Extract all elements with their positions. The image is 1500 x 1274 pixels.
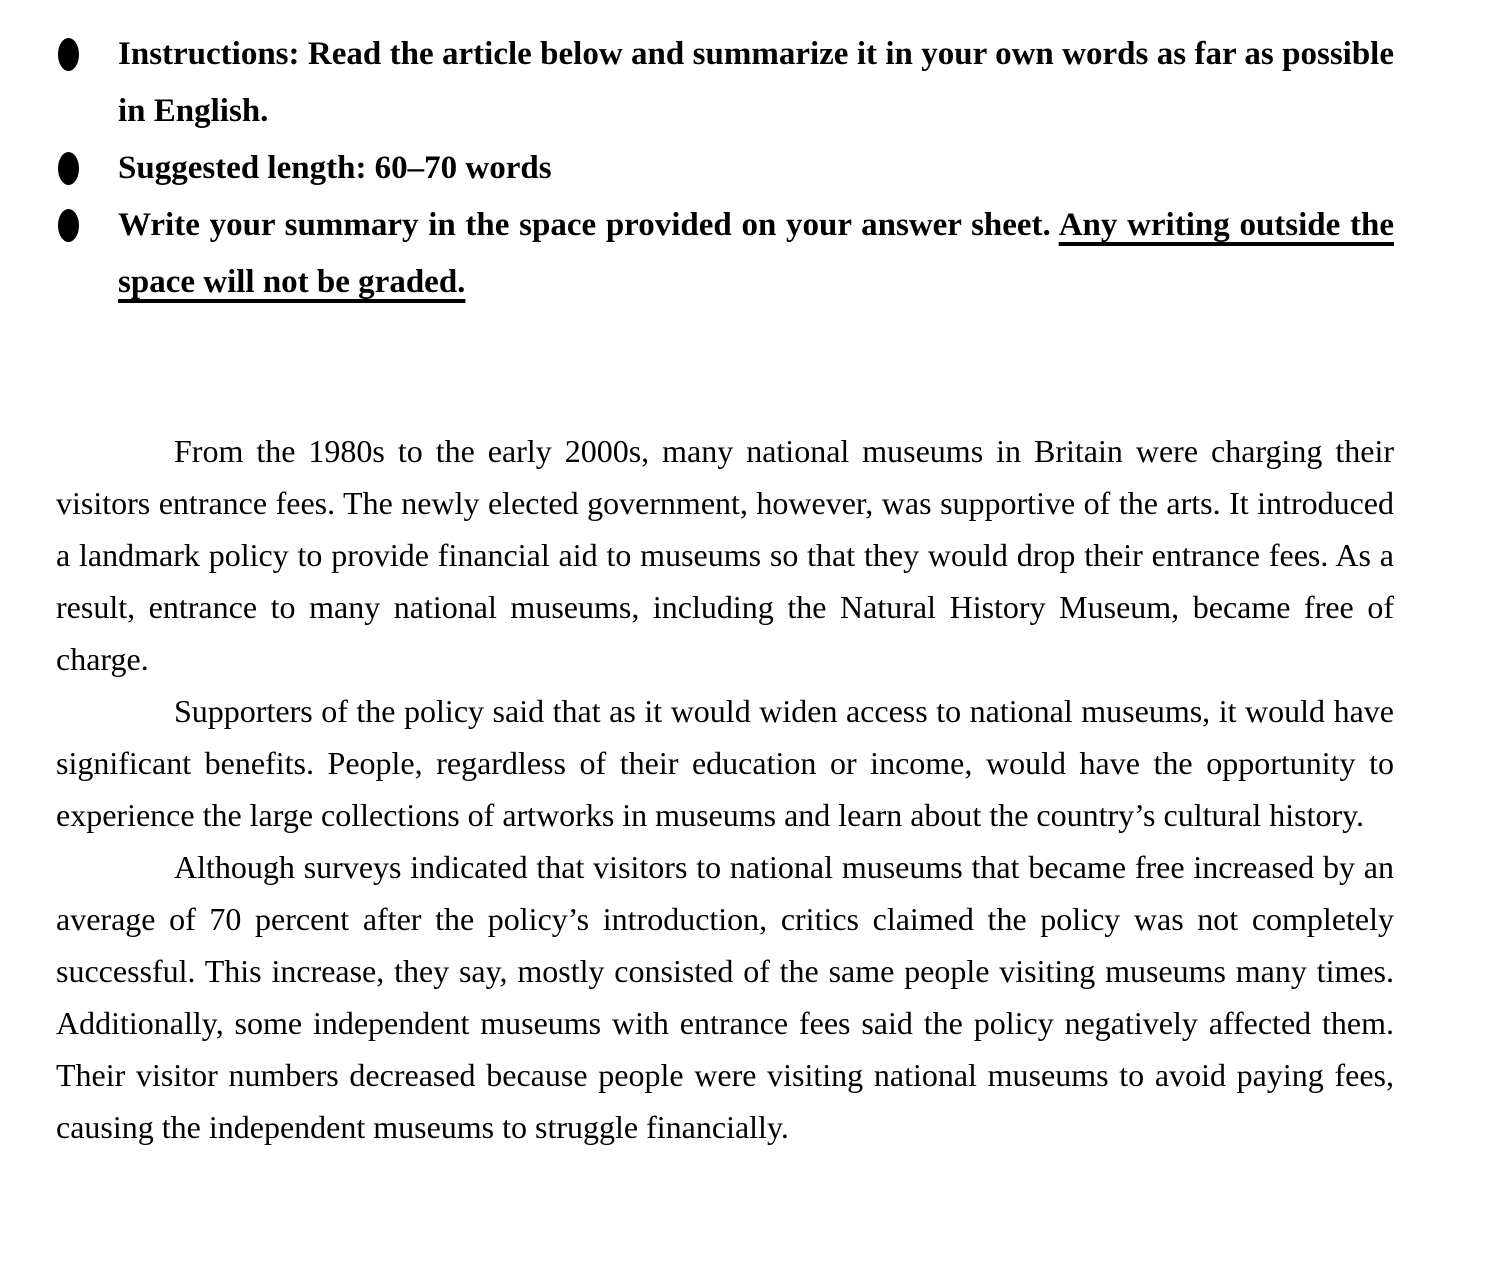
article-paragraph: Supporters of the policy said that as it would widen access to national museums, it would have significant benefits. People, regardless of their education or income, would have the opportunity to experience the large collections of artworks in museums and learn about the country’s cultural history. [56,693,1394,833]
instruction-underlined-text: Any writing outside the space will not be graded. [118,207,1394,300]
article-paragraph: Although surveys indicated that visitors to national museums that became free increased by an average of 70 percent after the policy’s introduction, critics claimed the policy was not completely successful. This increase, they say, mostly consisted of the same people visiting museums many times. Additionally, some independent museums with entrance fees said the policy negatively affected them. Their visitor numbers decreased because people were visiting national museums to avoid paying fees, causing the independent museums to struggle financially. [56,849,1394,1145]
article-body [56,425,1394,1153]
bullet-icon [58,152,79,185]
bullet-icon [58,38,79,71]
instruction-text: Write your summary in the space provided on your answer sheet. [118,207,1059,243]
article-paragraph: From the 1980s to the early 2000s, many national museums in Britain were charging their visitors entrance fees. The newly elected government, however, was supportive of the arts. It introduced a landmark policy to provide financial aid to museums so that they would drop their entrance fees. As a result, entrance to many national museums, including the Natural History Museum, became free of charge. [56,433,1394,677]
instructions-list [56,26,1394,311]
instruction-item-answer-sheet [56,197,1394,311]
bullet-icon [58,209,79,242]
instruction-item-summarize [56,26,1394,140]
instruction-text: Instructions: Read the article below and summarize it in your own words as far as possible in English. [118,36,1394,129]
instruction-text: Suggested length: 60–70 words [118,150,552,186]
instruction-item-length [56,140,1394,197]
